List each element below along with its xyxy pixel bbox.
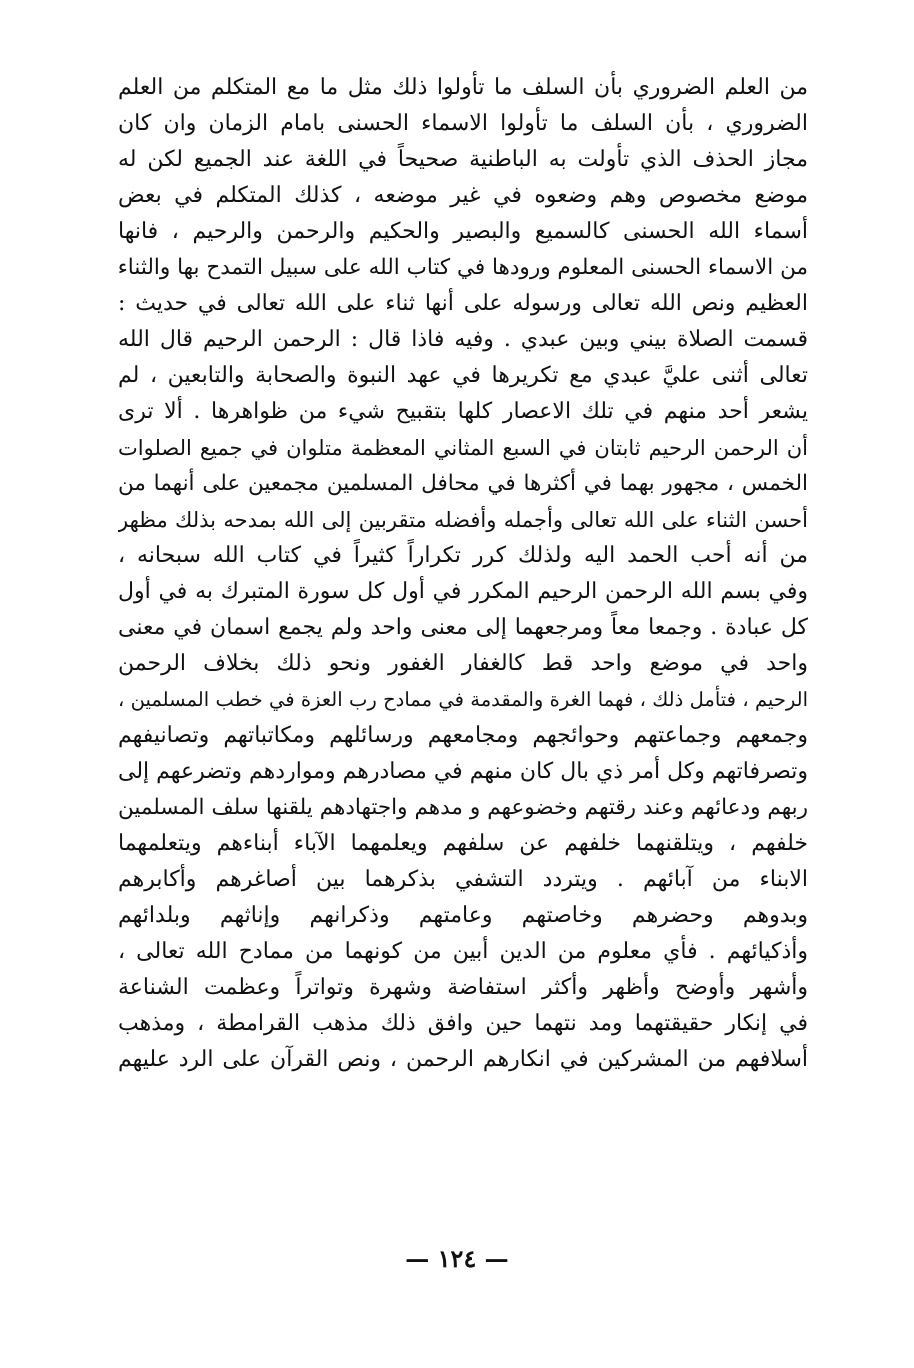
text-line: وفي بسم الله الرحمن الرحيم المكرر في أول كل سورة المتبرك به في أول — [118, 579, 808, 604]
text-line: مجاز الحذف الذي تأولت به الباطنية صحيحاً في اللغة عند الجميع لكن له — [118, 147, 808, 172]
text-line: قسمت الصلاة بيني وبين عبدي . وفيه فاذا قال : الرحمن الرحيم قال الله — [118, 327, 808, 352]
text-line: الابناء من آبائهم . ويتردد التشفي بذكرهما بين أصاغرهم وأكابرهم — [118, 867, 808, 892]
text-line: تعالى أثنى عليَّ عبدي مع تكريرها في عهد النبوة والصحابة والتابعين ، لم — [118, 363, 808, 388]
text-line: أحسن الثناء على الله تعالى وأجمله وأفضله متقربين إلى الله بمدحه بذلك مظهر — [118, 508, 808, 532]
text-line: يشعر أحد منهم في تلك الاعصار كلها بتقبيح شيء من ظواهرها . ألا ترى — [118, 399, 808, 424]
text-line: خلفهم ، ويتلقنهما خلفهم عن سلفهم ويعلمهما الآباء أبناءهم ويتعلمهما — [118, 831, 808, 856]
text-line: من الاسماء الحسنى المعلوم ورودها في كتاب الله على سبيل التمدح بها والثناء — [118, 255, 808, 280]
text-line: في إنكار حقيقتهما ومد نتهما حين وافق ذلك مذهب القرامطة ، ومذهب — [118, 1011, 808, 1036]
text-line: العظيم ونص الله تعالى ورسوله على أنها ثناء على الله تعالى في حديث : — [118, 291, 808, 316]
page-number: — ١٢٤ — — [405, 1244, 509, 1273]
text-line: أن الرحمن الرحيم ثابتان في السبع المثاني المعظمة متلوان في جميع الصلوات — [118, 436, 808, 460]
text-line: الرحيم ، فتأمل ذلك ، فهما الغرة والمقدمة في ممادح رب العزة في خطب المسلمين ، — [118, 688, 808, 711]
text-line: ربهم ودعائهم وعند رقتهم وخضوعهم و مدهم واجتهادهم يلقنها سلف المسلمين — [118, 795, 808, 820]
text-line: وأشهر وأوضح وأظهر وأكثر استفاضة وشهرة وتواتراً وعظمت الشناعة — [118, 975, 808, 1000]
text-line: أسلافهم من المشركين في انكارهم الرحمن ، ونص القرآن على الرد عليهم — [118, 1047, 808, 1072]
text-line: وبدوهم وحضرهم وخاصتهم وعامتهم وذكرانهم وإناثهم وبلدائهم — [118, 903, 808, 928]
text-line: وتصرفاتهم وكل أمر ذي بال كان منهم في مصادرهم ومواردهم وتضرعهم إلى — [118, 759, 808, 784]
text-line: واحد في موضع واحد قط كالغفار الغفور ونحو ذلك بخلاف الرحمن — [118, 651, 808, 676]
text-line: الخمس ، مجهور بهما في أكثرها في محافل المسلمين مجمعين على أنهما من — [118, 471, 808, 496]
text-line: موضع مخصوص وهم وضعوه في غير موضعه ، كذلك المتكلم في بعض — [118, 183, 808, 208]
text-line: من العلم الضروري بأن السلف ما تأولوا ذلك مثل ما مع المتكلم من العلم — [118, 75, 808, 100]
text-line: وأذكيائهم . فأي معلوم من الدين أبين من كونهما من ممادح الله تعالى ، — [118, 939, 808, 964]
text-line: الضروري ، بأن السلف ما تأولوا الاسماء الحسنى بامام الزمان وان كان — [118, 111, 808, 136]
text-line: أسماء الله الحسنى كالسميع والبصير والحكيم والرحمن والرحيم ، فانها — [118, 219, 808, 244]
text-line: من أنه أحب الحمد اليه ولذلك كرر تكراراً كثيراً في كتاب الله سبحانه ، — [118, 543, 808, 568]
body-text — [118, 70, 808, 1078]
text-line: كل عبادة . وجمعا معاً ومرجعهما إلى معنى واحد ولم يجمع اسمان في معنى — [118, 615, 808, 640]
text-line: وجمعهم وجماعتهم وحوائجهم ومجامعهم ورسائلهم ومكاتباتهم وتصانيفهم — [118, 723, 808, 748]
